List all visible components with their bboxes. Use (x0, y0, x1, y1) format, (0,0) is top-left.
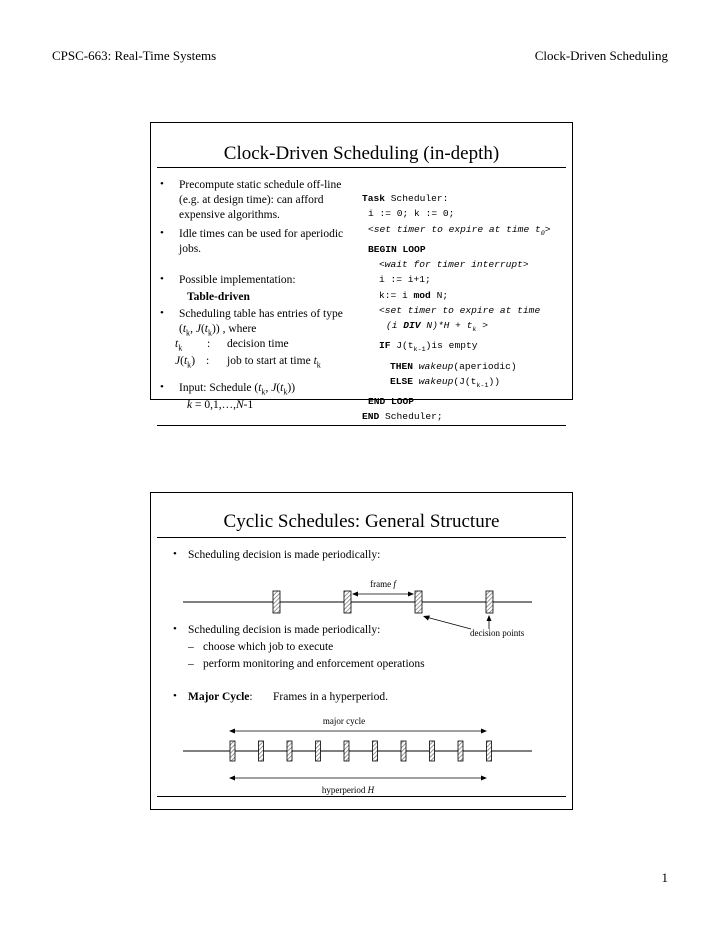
line: Scheduling table has entries of type (179, 308, 343, 320)
frame-marker (273, 591, 280, 613)
range: = 0,1,…, (194, 399, 236, 411)
wakeup: wakeup (418, 360, 454, 372)
expr-pre: (i (386, 320, 404, 332)
term: Major Cycle (188, 691, 250, 703)
code-line (362, 191, 551, 206)
bullet-periodic-1: Scheduling decision is made periodically: (188, 549, 381, 561)
code-line (362, 374, 551, 394)
k-range (187, 398, 253, 413)
kw-if: IF (379, 340, 391, 352)
major-cycle-arrowhead-left (229, 729, 235, 734)
close-bracket: > (544, 223, 551, 235)
sub-k: k (261, 387, 266, 397)
header-course: CPSC-663: Real-Time Systems (52, 48, 217, 63)
footer-rule (157, 425, 566, 426)
bullet-precompute (179, 178, 369, 223)
bullet-icon: • (160, 227, 164, 239)
frame-marker (430, 741, 435, 761)
hyperperiod-label: hyperperiod H (321, 785, 375, 795)
var-N: N (235, 399, 244, 411)
else-post: (J(t (453, 375, 477, 387)
frame-label: frame f (370, 579, 396, 589)
kw-mod: mod (413, 289, 431, 301)
major-cycle-term (188, 690, 253, 705)
hyperperiod-arrowhead-right (481, 776, 487, 781)
sub-km1: k-1 (476, 381, 489, 390)
slide-title: Clock-Driven Scheduling (in-depth) (223, 143, 500, 164)
frame-marker (401, 741, 406, 761)
frame-marker (487, 741, 492, 761)
sub-k: k (472, 326, 477, 335)
scheduler-code (362, 191, 551, 425)
sub-k: k (187, 360, 192, 370)
bullet-periodic-2: Scheduling decision is made periodically: (188, 624, 381, 636)
sub-bullet-monitoring: perform monitoring and enforcement operations (203, 658, 425, 670)
code-line (362, 409, 551, 424)
bullet-icon: • (160, 178, 164, 190)
major-cycle-desc: Frames in a hyperperiod. (273, 691, 388, 703)
bullet-icon: • (173, 548, 177, 560)
end-post: Scheduler; (379, 411, 443, 423)
page-number: 1 (661, 870, 668, 885)
var-t: t (204, 323, 208, 335)
line: jobs. (179, 243, 202, 255)
major-cycle-arrowhead-right (481, 729, 487, 734)
frame-marker (344, 741, 349, 761)
tk-sep: : (207, 338, 211, 350)
colon: : (249, 691, 253, 703)
bullet-input: Input: Schedule ($t_k$, $J(t_k)$) (179, 382, 296, 397)
kw-then: THEN (390, 360, 414, 372)
decision-points-label: decision points (470, 628, 525, 638)
sub-k: k (178, 343, 183, 353)
var-J: J (195, 323, 201, 335)
if-post: )is empty (425, 340, 478, 352)
kw-div: DIV (403, 320, 421, 332)
major-cycle-label: major cycle (322, 716, 366, 726)
kw-task: Task (362, 193, 386, 204)
sub-bullet-dash: – (188, 641, 194, 653)
hyperperiod-arrowhead-left (229, 776, 235, 781)
decision-arrowhead-1 (423, 616, 430, 621)
frame-marker (486, 591, 493, 613)
jtk-symbol: $J(t_k)$ (175, 355, 196, 370)
bullet-icon: • (160, 381, 164, 393)
code-line (362, 359, 551, 374)
frame-marker (415, 591, 422, 613)
input-text: Input: Schedule (179, 382, 252, 394)
else-end: )) (488, 375, 500, 387)
code-line: i := i+1; (379, 274, 431, 286)
k-pre: k:= i (379, 289, 414, 301)
aperiodic: (aperiodic) (453, 360, 517, 372)
slide-title: Cyclic Schedules: General Structure (223, 511, 500, 532)
kw-end: END (362, 411, 380, 423)
sub-0: 0 (540, 229, 545, 238)
line: expensive algorithms. (179, 209, 280, 221)
frame-arrowhead-right (408, 592, 414, 597)
slide-cyclic-schedules (150, 492, 573, 810)
code-line: <set timer to expire at time (379, 304, 541, 316)
tk-symbol (175, 337, 182, 355)
sub-k: k (283, 387, 288, 397)
bullet-idle-times (179, 227, 369, 257)
frame-marker (287, 741, 292, 761)
k-post: N; (430, 289, 449, 301)
table-driven-label: Table-driven (187, 291, 250, 303)
hyperperiod-timeline (151, 709, 572, 795)
frame-marker (373, 741, 378, 761)
sub-km1: k-1 (413, 346, 426, 355)
expr-post: N)*H + t (420, 320, 473, 332)
frame-arrowhead-left (352, 592, 358, 597)
sub-k: k (186, 328, 191, 338)
if-pre: J(t (390, 340, 414, 352)
entry-type: ($t_k$, $J(t_k)$) , where (179, 323, 257, 338)
slide-clock-driven-in-depth (150, 122, 573, 423)
code-line (362, 318, 551, 338)
sub-bullet-choose-job: choose which job to execute (203, 641, 334, 653)
header-topic: Clock-Driven Scheduling (534, 48, 668, 63)
footer-rule (157, 796, 566, 797)
frame-marker (259, 741, 264, 761)
line: Idle times can be used for aperiodic (179, 228, 344, 240)
code-line: i := 0; k := 0; (368, 208, 455, 220)
code-line: END LOOP (368, 396, 415, 408)
minus-one: -1 (243, 399, 254, 411)
code-line (362, 222, 551, 242)
jtk-desc (227, 354, 321, 372)
jtk-text: job to start at time (227, 355, 311, 367)
bullet-icon: • (160, 307, 164, 319)
var-J: J (175, 355, 181, 367)
var-t: t (175, 338, 179, 350)
title-rule (157, 537, 566, 538)
bullet-icon: • (173, 623, 177, 635)
tk-desc: decision time (227, 338, 289, 350)
set-timer-0: <set timer to expire at time t (368, 223, 541, 235)
sub-k: k (316, 360, 321, 370)
var-t: t (182, 323, 187, 335)
kw-else: ELSE (390, 375, 414, 387)
frame-marker (344, 591, 351, 613)
var-k: k (187, 399, 193, 411)
frame-marker (316, 741, 321, 761)
code-line: BEGIN LOOP (368, 243, 426, 255)
var-t: t (183, 355, 188, 367)
close-bracket: > (482, 320, 488, 332)
line: Precompute static schedule off-line (179, 179, 342, 191)
var-t: t (313, 355, 317, 367)
var-t: t (258, 382, 262, 394)
task-name: Scheduler: (385, 193, 449, 204)
sub-k: k (207, 328, 213, 338)
decision-arrow-1 (426, 617, 471, 629)
bullet-icon: • (160, 273, 164, 285)
bullet-implementation: Possible implementation: (179, 274, 296, 286)
var-J: J (271, 382, 277, 394)
bullet-scheduling-table (179, 307, 379, 340)
frame-marker (458, 741, 463, 761)
decision-arrowhead-2 (487, 615, 492, 621)
where: , where (222, 323, 257, 335)
code-line (362, 338, 551, 358)
sub-bullet-dash: – (188, 658, 194, 670)
frame-marker (230, 741, 235, 761)
var-t: t (280, 382, 284, 394)
code-line (362, 288, 551, 303)
wakeup: wakeup (418, 375, 454, 387)
jtk-sep: : (206, 355, 210, 367)
title-rule (157, 167, 566, 168)
line: (e.g. at design time): can afford (179, 194, 324, 206)
code-line: <wait for timer interrupt> (379, 259, 529, 271)
bullet-icon: • (173, 690, 177, 702)
